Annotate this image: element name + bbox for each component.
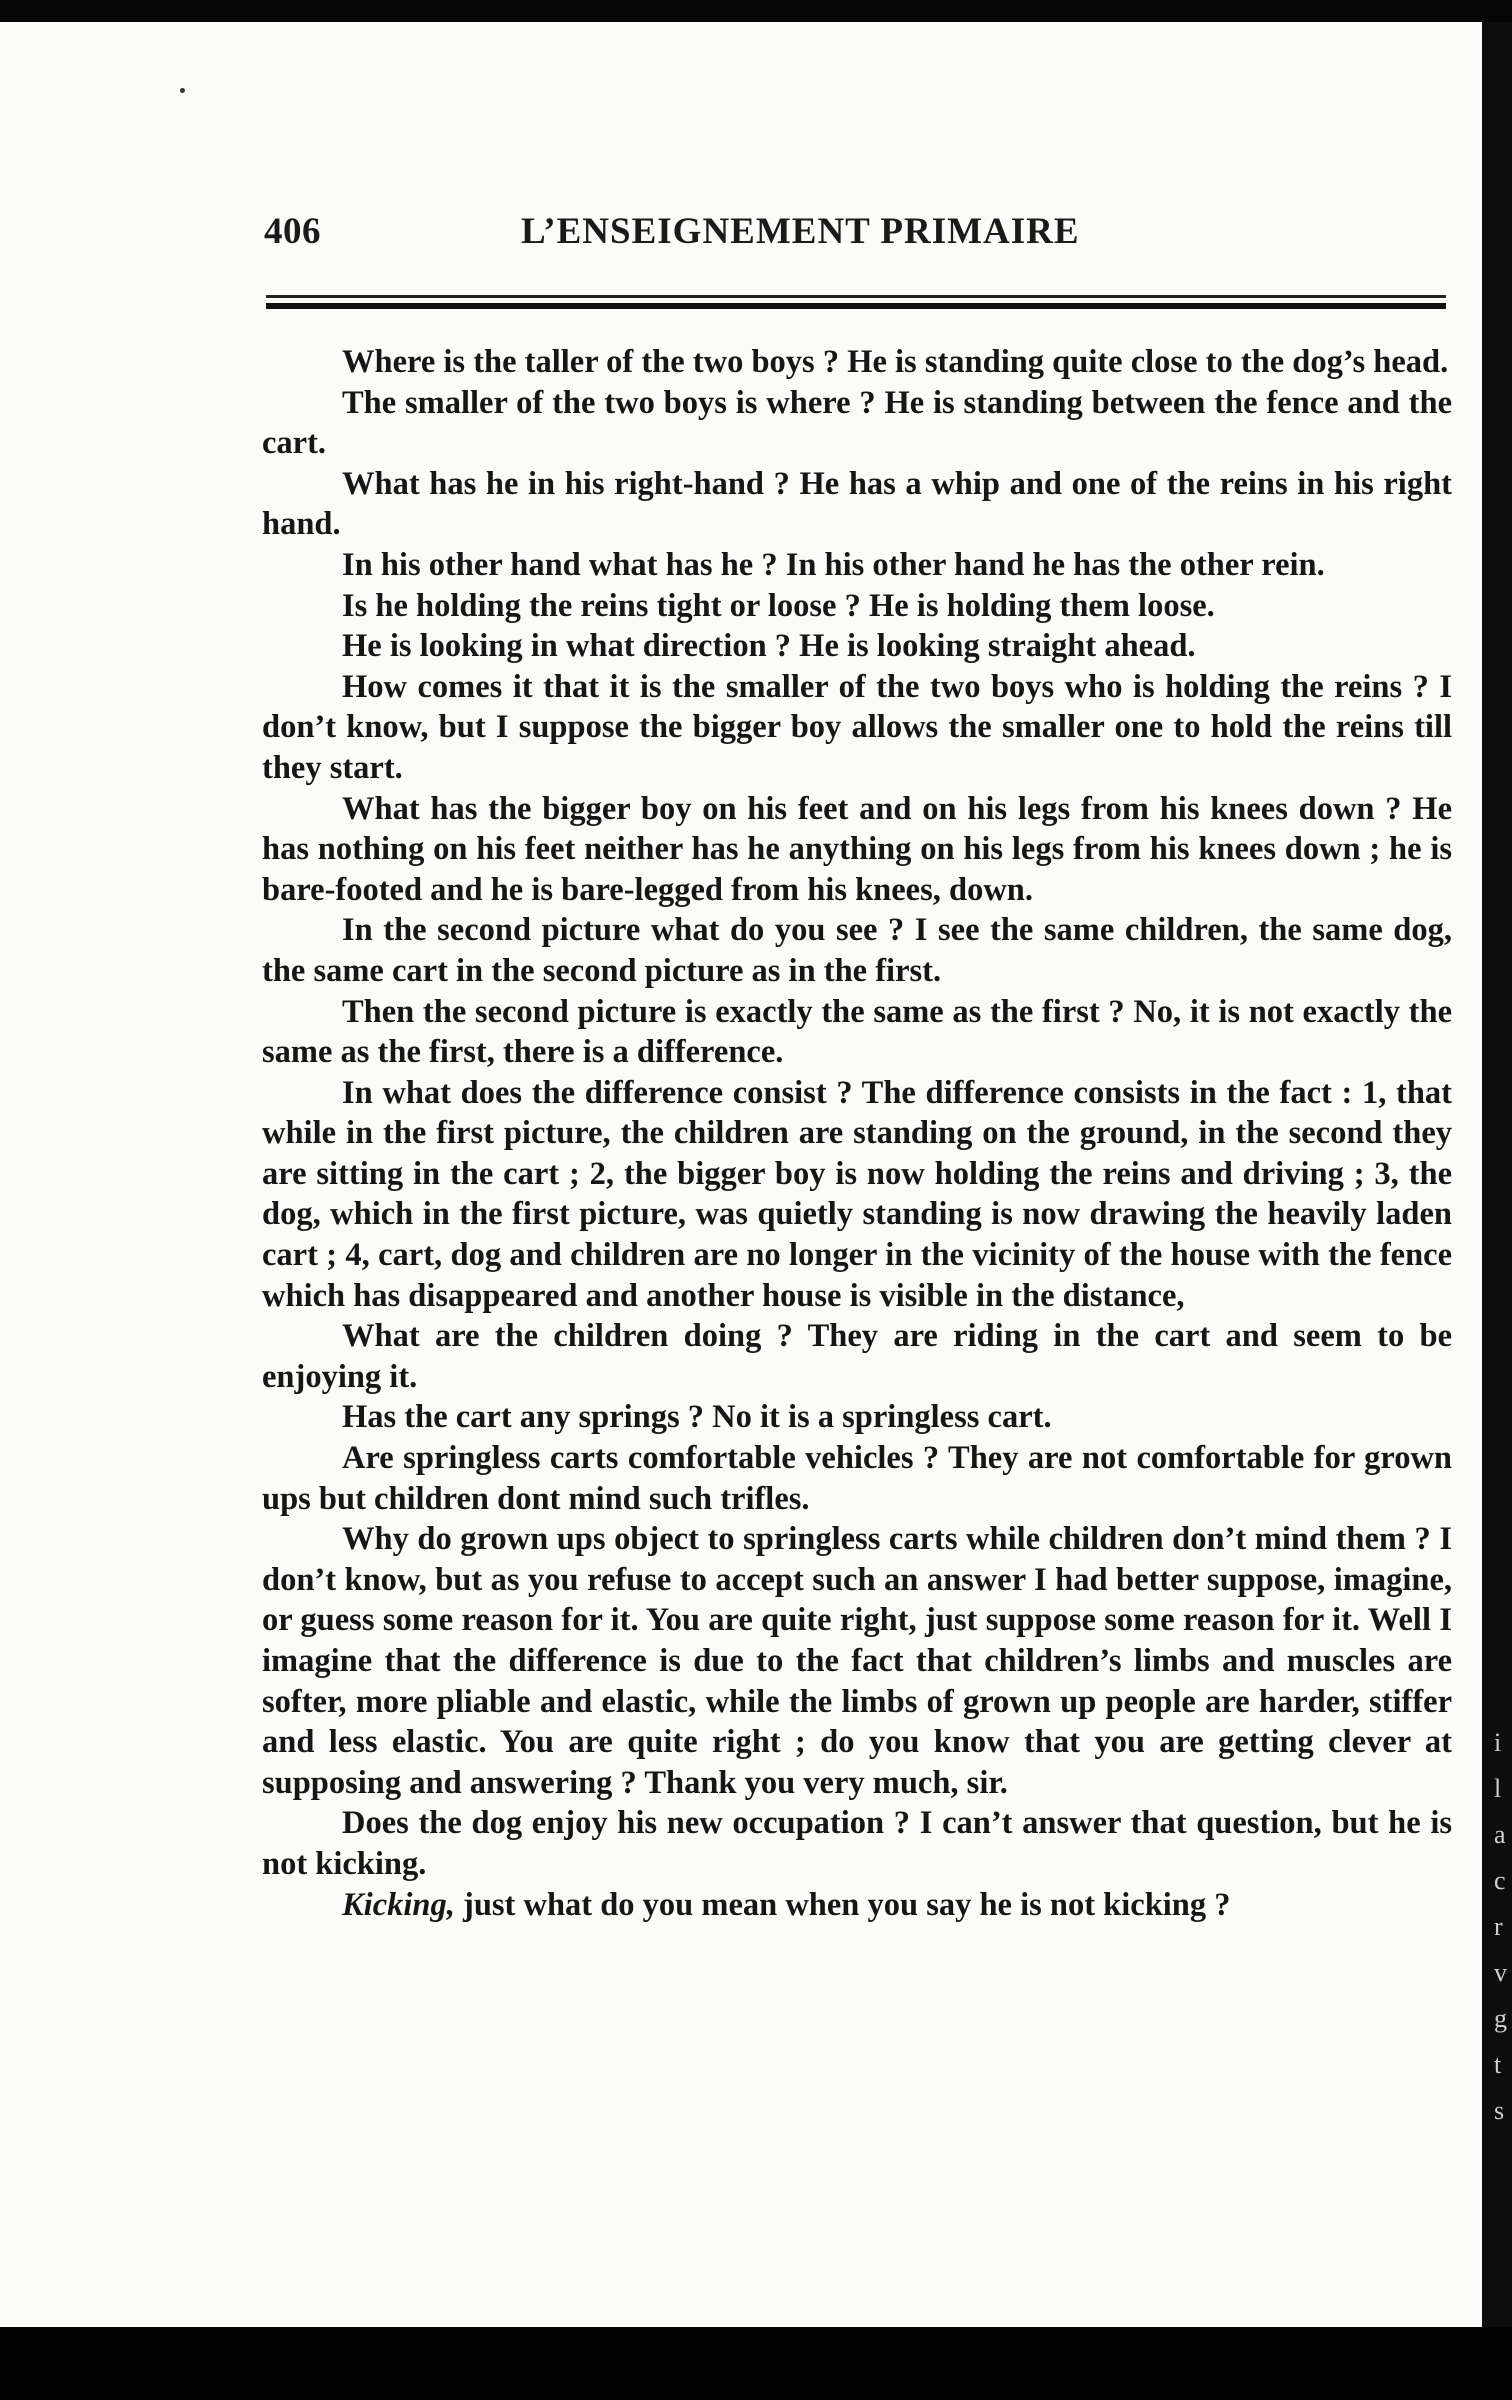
paragraph: Has the cart any springs ? No it is a springless cart. <box>342 1399 1052 1436</box>
running-head: L’ENSEIGNEMENT PRIMAIRE <box>521 211 1080 252</box>
paragraph: What has the bigger boy on his feet and on his legs from his knees down ? He has nothing on his feet neither has he anything on his legs from his knees down ; he is bare-footed and he is bare-legged from his knees, down. <box>262 790 1452 908</box>
page-number: 406 <box>264 211 321 252</box>
paragraph: Does the dog enjoy his new occupation ? I can’t answer that question, but he is not kicking. <box>262 1805 1452 1882</box>
fragment-letter: g <box>1494 2004 1507 2033</box>
body-text <box>262 342 1452 1925</box>
scan-border-bottom <box>0 2327 1512 2400</box>
fragment-letter: c <box>1494 1866 1506 1895</box>
header-rule-thin <box>266 295 1446 298</box>
paragraph: In the second picture what do you see ? I see the same children, the same dog, the same cart in the second picture as in the first. <box>262 912 1452 989</box>
fragment-letter: r <box>1494 1912 1503 1941</box>
paragraph: In what does the difference consist ? The difference consists in the fact : 1, that while in the first picture, the children are standing on the ground, in the second they are sitting in the cart ; 2, the bigger boy is now holding the reins and driving ; 3, the dog, which in the first picture, was quietly standing is now drawing the heavily laden cart ; 4, cart, dog and children are no longer in the vicinity of the house with the fence which has disappeared and another house is visible in the distance, <box>262 1074 1452 1314</box>
fragment-letter: a <box>1494 1820 1506 1849</box>
last-paragraph <box>262 1885 1452 1926</box>
fragment-letter: t <box>1494 2050 1502 2079</box>
fragment-letter: l <box>1494 1774 1502 1803</box>
paragraph: Are springless carts comfortable vehicles ? They are not comfortable for grown ups but children dont mind such trifles. <box>262 1440 1452 1517</box>
book-page <box>0 22 1486 2327</box>
italic-lead-word: Kicking, <box>342 1886 455 1923</box>
paragraph: The smaller of the two boys is where ? He is standing between the fence and the cart. <box>262 384 1452 462</box>
paragraph: In his other hand what has he ? In his other hand he has the other rein. <box>342 546 1325 583</box>
paragraph: Why do grown ups object to springless carts while children don’t mind them ? I don’t know, but as you refuse to accept such an answer I had better suppose, imagine, or guess some reason for it. You are quite right, just suppose some reason for it. Well I imagine that the difference is due to the fact that children’s limbs and muscles are softer, more pliable and elastic, while the limbs of grown up people are harder, stiffer and less elastic. You are quite right ; do you know that you are getting clever at supposing and answering ? Thank you very much, sir. <box>262 1521 1452 1801</box>
scan-speck <box>180 88 185 93</box>
page-header <box>264 210 1464 260</box>
fragment-letter: v <box>1494 1958 1507 1987</box>
last-paragraph-rest: just what do you mean when you say he is not kicking ? <box>454 1886 1231 1923</box>
paragraph: What are the children doing ? They are riding in the cart and seem to be enjoying it. <box>262 1318 1452 1395</box>
paragraph: Is he holding the reins tight or loose ? He is holding them loose. <box>342 587 1215 624</box>
paragraph: Then the second picture is exactly the same as the first ? No, it is not exactly the same as the first, there is a difference. <box>262 993 1452 1071</box>
fragment-letter: i <box>1494 1728 1502 1757</box>
header-rule-thick <box>266 303 1446 309</box>
paragraph: Where is the taller of the two boys ? He is standing quite close to the dog’s head. <box>342 344 1449 380</box>
paragraph: How comes it that it is the smaller of the two boys who is holding the reins ? I don’t know, but I suppose the bigger boy allows the smaller one to hold the reins till they start. <box>262 668 1452 786</box>
paragraph: What has he in his right-hand ? He has a whip and one of the reins in his right hand. <box>262 465 1452 543</box>
paragraph: He is looking in what direction ? He is looking straight ahead. <box>342 628 1196 665</box>
facing-page-fragment <box>1494 1720 1507 2134</box>
fragment-letter: s <box>1494 2096 1505 2125</box>
